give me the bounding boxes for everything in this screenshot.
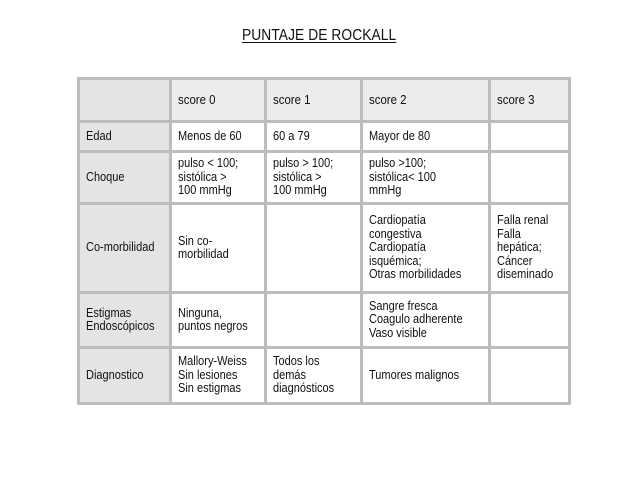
diagnostico-score-0-cell: Mallory-Weiss Sin lesiones Sin estigmas xyxy=(170,348,266,404)
estigmas-score-2-cell: Sangre fresca Coagulo adherente Vaso visible xyxy=(361,293,490,348)
choque-score-3-cell xyxy=(490,152,570,204)
comorbilidad-score-3-cell: Falla renal Falla hepática; Cáncer diseminado xyxy=(490,204,570,293)
table-row-comorbilidad xyxy=(79,204,570,293)
edad-score-2-cell: Mayor de 80 xyxy=(361,122,490,152)
edad-score-3-cell xyxy=(490,122,570,152)
row-label-choque: Choque xyxy=(79,152,171,204)
edad-score-1-cell: 60 a 79 xyxy=(266,122,362,152)
estigmas-score-3-cell xyxy=(490,293,570,348)
row-label-comorbilidad: Co-morbilidad xyxy=(79,204,171,293)
diagnostico-score-2-cell: Tumores malignos xyxy=(361,348,490,404)
header-score-0: score 0 xyxy=(170,79,266,122)
row-label-diagnostico: Diagnostico xyxy=(79,348,171,404)
diagnostico-score-1-cell: Todos los demás diagnósticos xyxy=(266,348,362,404)
header-score-2: score 2 xyxy=(361,79,490,122)
diagnostico-score-3-cell xyxy=(490,348,570,404)
choque-score-0-cell: pulso < 100; sistólica > 100 mmHg xyxy=(170,152,266,204)
comorbilidad-score-0-cell: Sin co- morbilidad xyxy=(170,204,266,293)
estigmas-score-0-cell: Ninguna, puntos negros xyxy=(170,293,266,348)
comorbilidad-score-2-cell: Cardiopatía congestiva Cardiopatía isquémica; Otras morbilidades xyxy=(361,204,490,293)
header-row xyxy=(79,79,570,122)
estigmas-score-1-cell xyxy=(266,293,362,348)
row-label-estigmas: Estigmas Endoscópicos xyxy=(79,293,171,348)
table-row-estigmas xyxy=(79,293,570,348)
row-label-edad: Edad xyxy=(79,122,171,152)
table-row-edad xyxy=(79,122,570,152)
comorbilidad-score-1-cell xyxy=(266,204,362,293)
choque-score-1-cell: pulso > 100; sistólica > 100 mmHg xyxy=(266,152,362,204)
rockall-score-table xyxy=(77,77,571,405)
choque-score-2-cell: pulso >100; sistólica< 100 mmHg xyxy=(361,152,490,204)
edad-score-0-cell: Menos de 60 xyxy=(170,122,266,152)
table-row-diagnostico xyxy=(79,348,570,404)
header-score-3: score 3 xyxy=(490,79,570,122)
table-row-choque xyxy=(79,152,570,204)
page-title: PUNTAJE DE ROCKALL xyxy=(242,27,397,44)
header-score-1: score 1 xyxy=(266,79,362,122)
header-corner-cell xyxy=(79,79,171,122)
